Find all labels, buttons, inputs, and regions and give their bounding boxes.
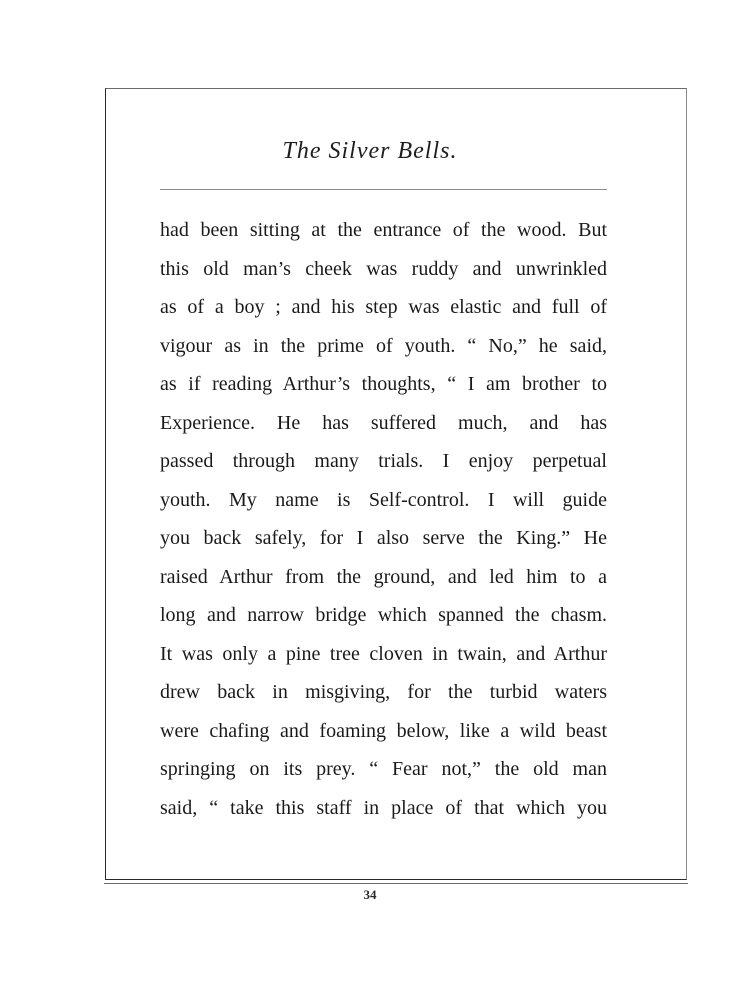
title-rule [160, 189, 607, 190]
text-line: were chafing and foaming below, like a wild beast [160, 719, 607, 742]
text-line: It was only a pine tree cloven in twain, and Arthur [160, 642, 607, 665]
text-line: vigour as in the prime of youth. “ No,” he said, [160, 334, 607, 357]
running-title: The Silver Bells. [282, 138, 458, 164]
text-line: you back safely, for I also serve the King.” He [160, 527, 607, 549]
text-line: as if reading Arthur’s thoughts, “ I am brother to [160, 373, 607, 395]
text-line: had been sitting at the entrance of the wood. But [160, 219, 607, 241]
page-number: 34 [363, 887, 377, 902]
text-line: Experience. He has suffered much, and has [160, 411, 607, 434]
text-line: passed through many trials. I enjoy perpetual [160, 450, 607, 472]
body-text [160, 211, 607, 827]
text-line: youth. My name is Self-control. I will guide [160, 488, 607, 511]
text-line: drew back in misgiving, for the turbid waters [160, 681, 607, 703]
text-line: as of a boy ; and his step was elastic and full of [160, 296, 607, 318]
text-line: this old man’s cheek was ruddy and unwrinkled [160, 257, 607, 280]
text-line: springing on its prey. “ Fear not,” the old man [160, 758, 607, 780]
text-line: said, “ take this staff in place of that which you [160, 796, 607, 819]
text-line: long and narrow bridge which spanned the chasm. [160, 604, 607, 626]
text-line: raised Arthur from the ground, and led him to a [160, 565, 607, 588]
